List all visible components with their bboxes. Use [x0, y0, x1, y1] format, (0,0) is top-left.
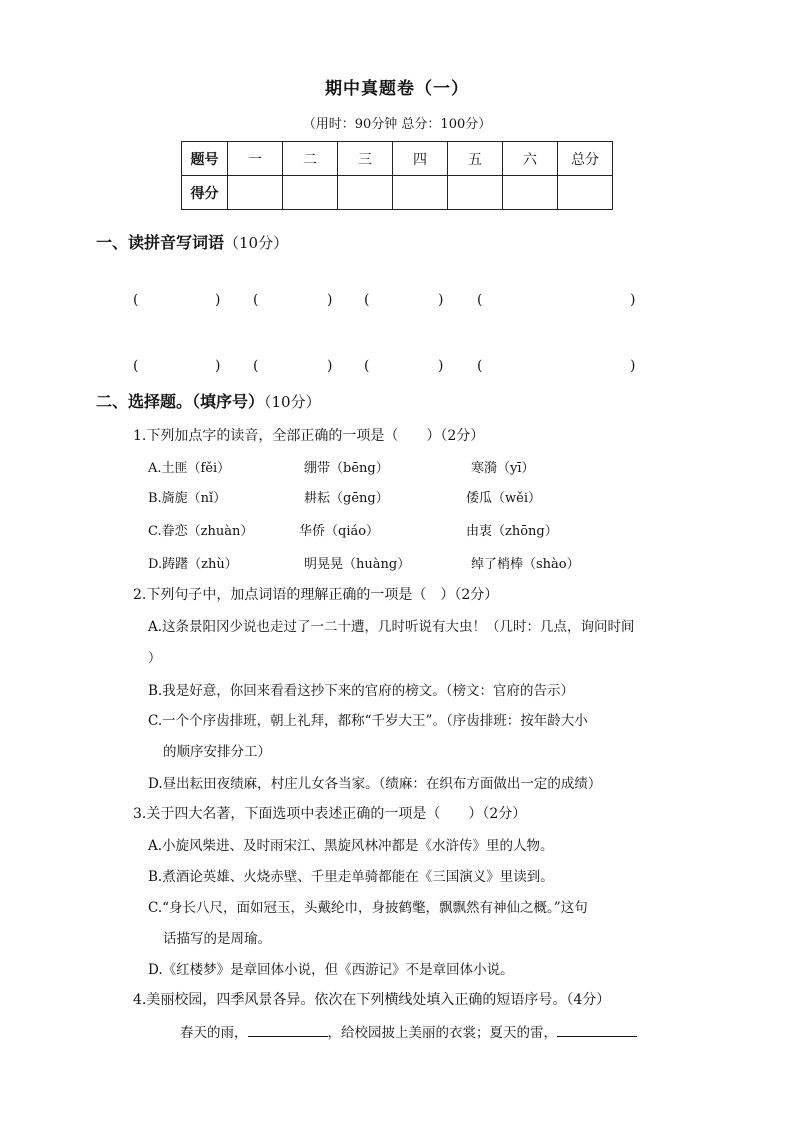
table-score-label: 得分	[182, 176, 228, 210]
section-heading	[96, 389, 321, 412]
option-item: 寒漪（yī）	[471, 461, 535, 476]
option-item: 倭瓜（wěi）	[466, 491, 541, 506]
answer-paren-close: )	[215, 358, 221, 374]
option-item-continued: 的顺序安排分工）	[163, 744, 271, 760]
score-cell	[558, 176, 613, 210]
answer-paren-open: (	[253, 292, 259, 308]
answer-blank[interactable]	[248, 1022, 328, 1037]
answer-paren-open: (	[133, 292, 139, 308]
table-header-cell: 总分	[558, 142, 613, 176]
option-item: D.踌躇（zhù）	[148, 557, 238, 572]
exam-info: （用时：90分钟 总分：100分）	[302, 117, 492, 132]
option-item: D.昼出耘田夜绩麻，村庄儿女各当家。（绩麻：在织布方面做出一定的成绩）	[148, 776, 602, 792]
option-item: 华侨（qiáo）	[299, 524, 380, 539]
answer-paren-close: )	[327, 358, 333, 374]
answer-paren-close: )	[215, 292, 221, 308]
option-item-continued: 话描写的是周瑜。	[163, 931, 271, 947]
option-item: A.小旋风柴进、及时雨宋江、黑旋风林冲都是《水浒传》里的人物。	[148, 838, 554, 854]
answer-paren-open: (	[477, 358, 483, 374]
table-header-label: 题号	[182, 142, 228, 176]
table-row	[182, 142, 613, 176]
option-item: 绰了梢棒（shào）	[471, 557, 580, 572]
score-cell	[283, 176, 338, 210]
option-item: A.土匪（fěi）	[148, 461, 231, 476]
score-table	[181, 141, 613, 210]
option-item: B.煮酒论英雄、火烧赤壁、千里走单骑都能在《三国演义》里读到。	[148, 869, 554, 885]
option-item: A.这条景阳冈少说也走过了一二十遭，几时听说有大虫！（几时：几点，询问时间	[148, 619, 635, 635]
answer-paren-open: (	[477, 292, 483, 308]
option-item: D.《红楼梦》是章回体小说，但《西游记》不是章回体小说。	[148, 962, 514, 978]
score-cell	[228, 176, 283, 210]
answer-paren-open: (	[133, 358, 139, 374]
option-item-continued: ）	[148, 651, 162, 666]
question-stem: 1.下列加点字的读音，全部正确的一项是（ ）（2分）	[133, 428, 485, 444]
option-item: B.我是好意，你回来看看这抄下来的官府的榜文。（榜文：官府的告示）	[148, 683, 574, 699]
answer-paren-open: (	[364, 358, 370, 374]
table-header-cell: 四	[393, 142, 448, 176]
question-stem: 3.关于四大名著，下面选项中表述正确的一项是（ ）（2分）	[133, 806, 527, 822]
option-item: 明晃晃（huàng）	[304, 557, 411, 572]
option-item: C.一个个序齿排班，朝上礼拜，都称“千岁大王”。（序齿排班：按年龄大小	[148, 713, 588, 729]
page-title: 期中真题卷（一）	[325, 79, 469, 99]
section-points: （10分）	[224, 234, 289, 252]
table-header-cell: 一	[228, 142, 283, 176]
table-header-cell: 三	[338, 142, 393, 176]
section-heading	[96, 230, 288, 253]
table-header-cell: 二	[283, 142, 338, 176]
table-row	[182, 176, 613, 210]
section-title: 一、读拼音写词语	[96, 233, 225, 252]
fill-text-part: 春天的雨，	[180, 1025, 248, 1041]
answer-paren-close: )	[438, 358, 444, 374]
option-item: 绷带（bēng）	[304, 461, 389, 476]
section-title: 二、选择题。（填序号）	[96, 392, 265, 411]
option-item: 耕耘（gēng）	[304, 491, 389, 506]
fill-in-text	[180, 1021, 637, 1041]
answer-paren-open: (	[253, 358, 259, 374]
table-header-cell: 六	[503, 142, 558, 176]
answer-paren-close: )	[630, 358, 636, 374]
score-cell	[448, 176, 503, 210]
answer-paren-close: )	[327, 292, 333, 308]
answer-paren-close: )	[630, 292, 636, 308]
question-stem: 4.美丽校园，四季风景各异。依次在下列横线处填入正确的短语序号。（4分）	[133, 992, 611, 1008]
answer-paren-close: )	[438, 292, 444, 308]
section-points: （10分）	[264, 393, 321, 411]
question-stem: 2.下列句子中，加点词语的理解正确的一项是（ ）（2分）	[133, 587, 499, 603]
answer-blank[interactable]	[557, 1022, 637, 1037]
score-cell	[503, 176, 558, 210]
option-item: 由衷（zhōng）	[466, 524, 558, 539]
score-cell	[393, 176, 448, 210]
score-cell	[338, 176, 393, 210]
option-item: C.“身长八尺，面如冠玉，头戴纶巾，身披鹤氅，飘飘然有神仙之概。”这句	[148, 900, 588, 916]
answer-paren-open: (	[364, 292, 370, 308]
option-item: C.眷恋（zhuàn）	[148, 524, 254, 539]
option-item: B.旖旎（nǐ）	[148, 491, 227, 506]
table-header-cell: 五	[448, 142, 503, 176]
fill-text-part: ，给校园披上美丽的衣裳；夏天的雷，	[327, 1025, 557, 1041]
